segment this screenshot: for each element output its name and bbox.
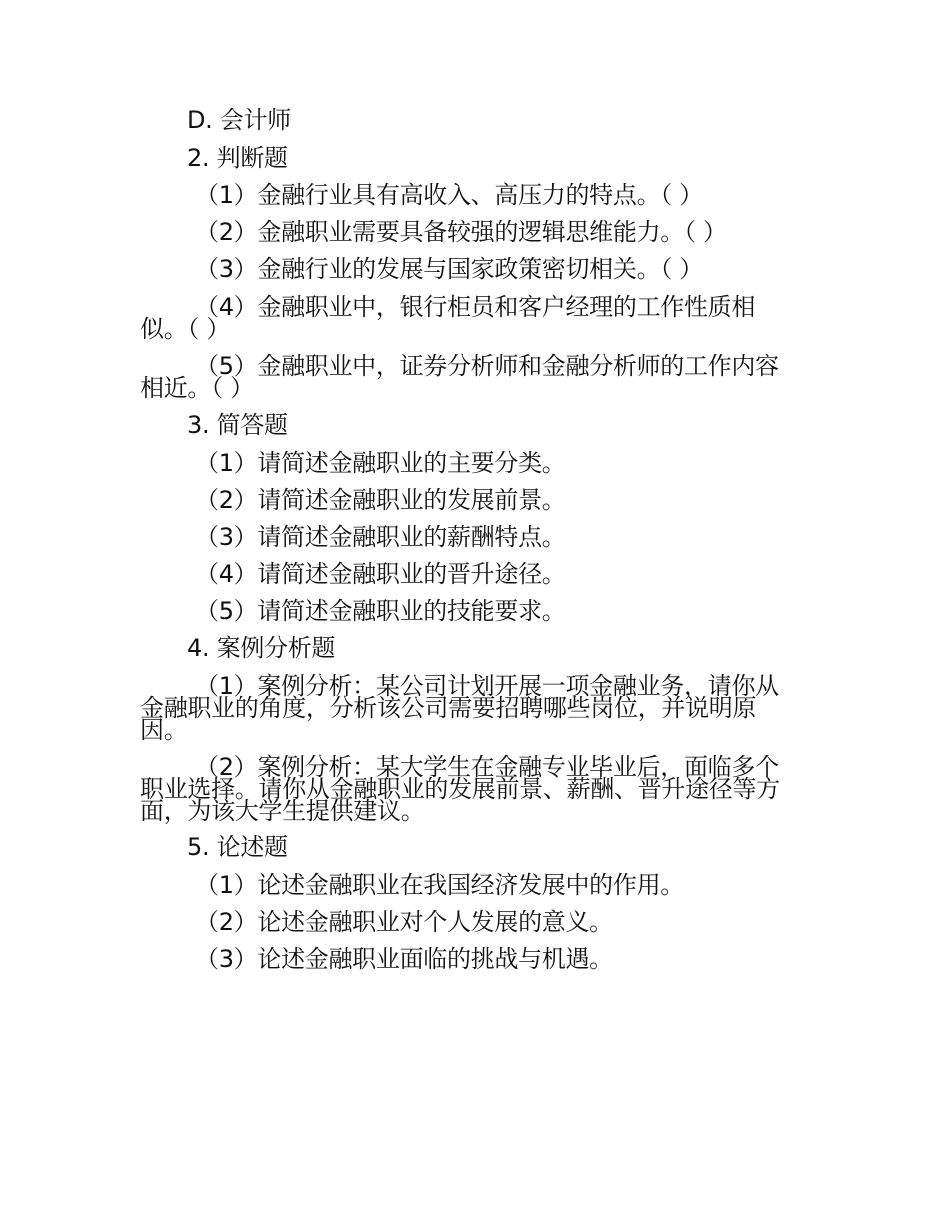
essay-q1: （1）论述金融职业在我国经济发展中的作用。 <box>195 871 684 899</box>
case-q2-line1: （2）案例分析：某大学生在金融专业毕业后，面临多个 <box>195 753 779 781</box>
section-5-heading: 5. 论述题 <box>187 833 288 861</box>
case-q2-line2: 职业选择。请你从金融职业的发展前景、薪酬、晋升途径等方 <box>140 775 780 803</box>
judge-q5-line1: （5）金融职业中，证券分析师和金融分析师的工作内容 <box>195 352 779 380</box>
option-d: D. 会计师 <box>187 106 291 134</box>
section-3-heading: 3. 简答题 <box>187 411 288 439</box>
judge-q2: （2）金融职业需要具备较强的逻辑思维能力。（ ） <box>195 218 727 246</box>
judge-q4-line2: 似。（ ） <box>140 315 231 343</box>
section-2-heading: 2. 判断题 <box>187 144 288 172</box>
judge-q1: （1）金融行业具有高收入、高压力的特点。（ ） <box>195 181 703 209</box>
case-q1-line3: 因。 <box>140 716 188 744</box>
essay-q2: （2）论述金融职业对个人发展的意义。 <box>195 908 613 936</box>
case-q1-line1: （1）案例分析：某公司计划开展一项金融业务，请你从 <box>195 672 779 700</box>
short-q4: （4）请简述金融职业的晋升途径。 <box>195 560 566 588</box>
essay-q3: （3）论述金融职业面临的挑战与机遇。 <box>195 945 613 973</box>
short-q1: （1）请简述金融职业的主要分类。 <box>195 449 566 477</box>
case-q2-line3: 面，为该大学生提供建议。 <box>140 797 425 825</box>
short-q2: （2）请简述金融职业的发展前景。 <box>195 486 566 514</box>
short-q3: （3）请简述金融职业的薪酬特点。 <box>195 523 566 551</box>
short-q5: （5）请简述金融职业的技能要求。 <box>195 597 566 625</box>
section-4-heading: 4. 案例分析题 <box>187 634 336 662</box>
case-q1-line2: 金融职业的角度，分析该公司需要招聘哪些岗位，并说明原 <box>140 694 757 722</box>
judge-q4-line1: （4）金融职业中，银行柜员和客户经理的工作性质相 <box>195 293 756 321</box>
judge-q3: （3）金融行业的发展与国家政策密切相关。（ ） <box>195 255 703 283</box>
judge-q5-line2: 相近。（ ） <box>140 374 254 402</box>
